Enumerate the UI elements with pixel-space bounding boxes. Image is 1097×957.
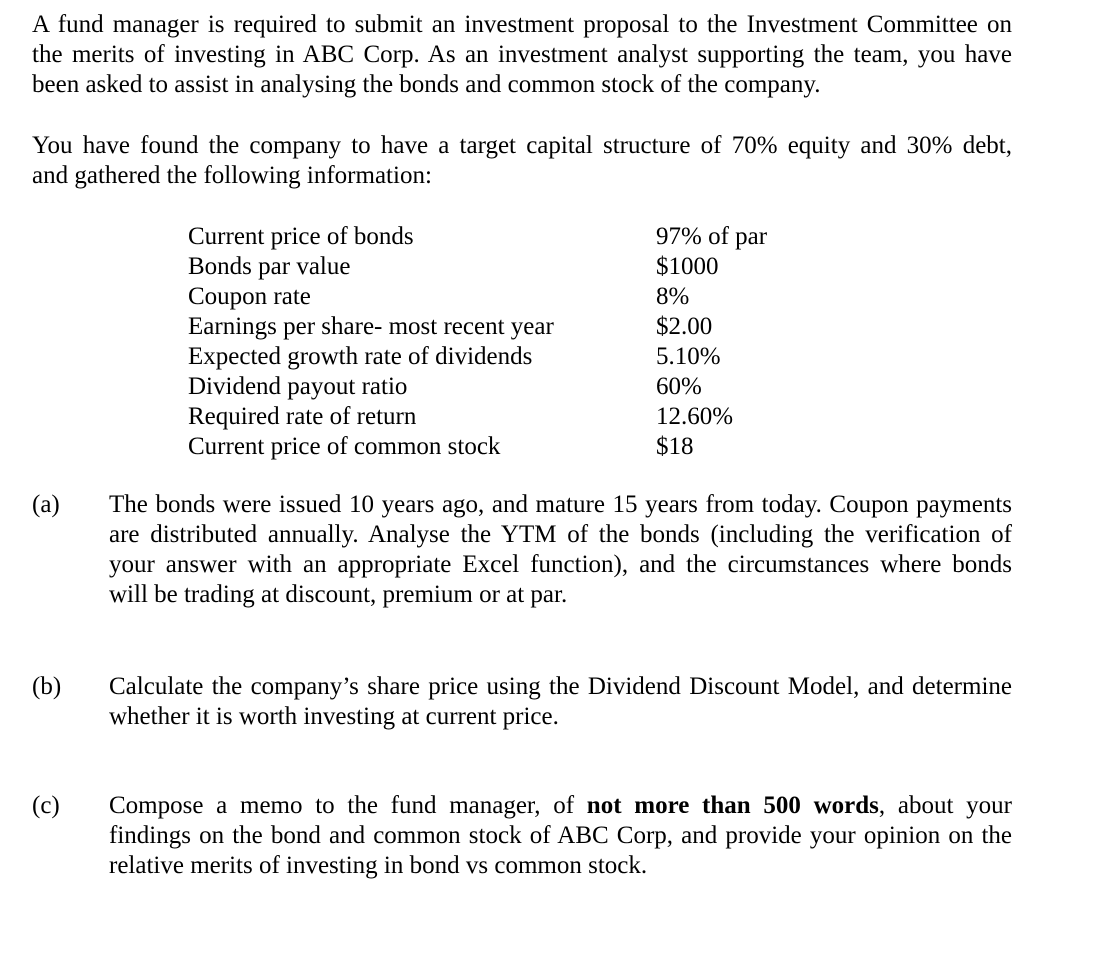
info-row [188,312,808,342]
info-label: Bonds par value [188,253,351,280]
question-line [109,791,1012,821]
info-label: Earnings per share- most recent year [188,313,554,340]
question-text: , about your [878,792,1012,819]
info-row [188,252,808,282]
intro-line: been asked to assist in analysing the bonds and common stock of the company. [32,71,821,98]
question-line: your answer with an appropriate Excel function), and the circumstances where bonds [109,551,1012,578]
info-label: Dividend payout ratio [188,373,408,400]
context-line: and gathered the following information: [32,162,432,189]
intro-paragraph [32,10,1012,100]
info-value: 60% [656,373,702,400]
question-line: Calculate the company’s share price using the Dividend Discount Model, and determine [109,673,1012,700]
info-value: $18 [656,433,694,460]
info-label: Coupon rate [188,283,311,310]
question-line: are distributed annually. Analyse the YTM of the bonds (including the verification of [109,521,1012,548]
info-label: Required rate of return [188,403,417,430]
info-value: 5.10% [656,343,721,370]
question-line: will be trading at discount, premium or at par. [109,581,568,608]
info-label: Current price of bonds [188,223,414,250]
question-body [109,672,1012,732]
question-line: findings on the bond and common stock of ABC Corp, and provide your opinion on the [109,822,1012,849]
info-label: Expected growth rate of dividends [188,343,533,370]
info-row [188,402,808,432]
word-limit-emphasis: not more than 500 words [586,792,879,819]
context-paragraph [32,131,1012,191]
info-row [188,342,808,372]
question-label: (a) [32,491,60,518]
info-row [188,432,808,462]
question-text: Compose a memo to the fund manager, of [109,792,575,819]
question-line: The bonds were issued 10 years ago, and mature 15 years from today. Coupon payments [109,491,1012,518]
info-value: 12.60% [656,403,734,430]
info-value: $1000 [656,253,719,280]
question-label: (b) [32,673,62,700]
info-row [188,372,808,402]
info-row [188,282,808,312]
question-body [109,490,1012,610]
question-body [109,791,1012,881]
info-value: $2.00 [656,313,713,340]
intro-line: the merits of investing in ABC Corp. As an investment analyst supporting the team, you have [32,41,1012,68]
info-value: 8% [656,283,690,310]
question-label: (c) [32,792,60,819]
question-line: relative merits of investing in bond vs common stock. [109,852,648,879]
question-line: whether it is worth investing at current price. [109,703,559,730]
intro-line: A fund manager is required to submit an investment proposal to the Investment Committee on [32,11,1012,38]
info-value: 97% of par [656,223,768,250]
info-row [188,222,808,252]
company-info-table [188,222,808,462]
context-line: You have found the company to have a target capital structure of 70% equity and 30% debt, [32,132,1012,159]
info-label: Current price of common stock [188,433,501,460]
